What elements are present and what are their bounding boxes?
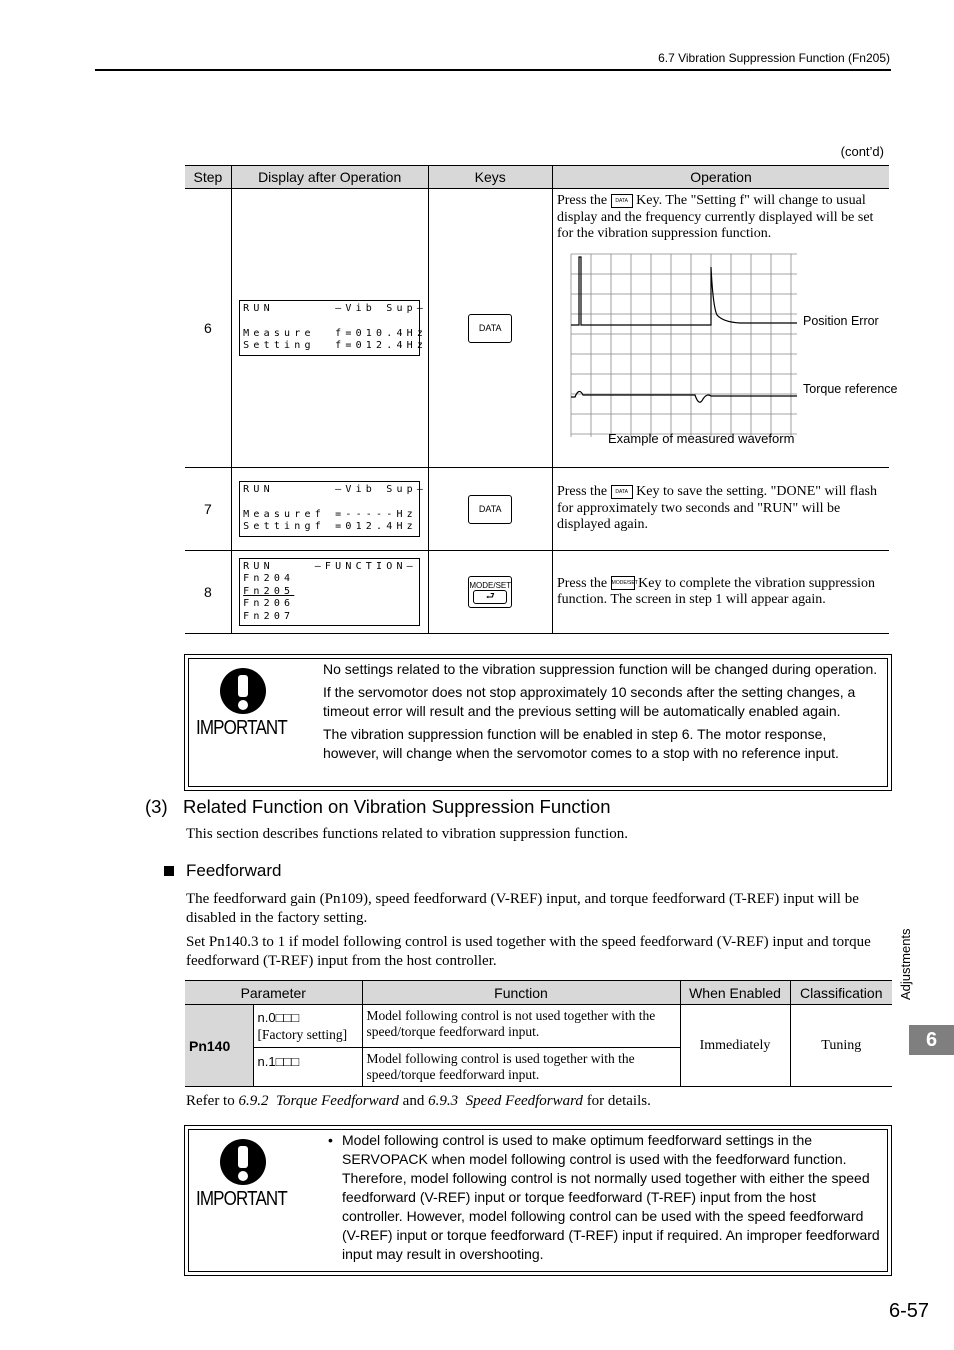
table-row (185, 189, 889, 468)
important-label: IMPORTANT (196, 717, 287, 739)
key-cell (428, 468, 552, 551)
lcd-cell (231, 468, 428, 551)
lcd-line: Settingf =012.4Hz (243, 521, 417, 533)
when-enabled-value: Immediately (680, 1005, 790, 1087)
param-function: Model following control is used together with the speed/torque feedforward input. (362, 1048, 680, 1087)
header-classification: Classification (790, 981, 892, 1005)
header-operation: Operation (552, 166, 889, 189)
lcd-line: Measure f=010.4Hz (243, 327, 428, 339)
position-error-trace (571, 257, 797, 325)
waveform-grid (571, 254, 797, 437)
sidebar-chapter-label: Adjustments (898, 928, 913, 1000)
step-number: 6 (185, 189, 231, 468)
table-row (185, 468, 889, 551)
header-keys: Keys (428, 166, 552, 189)
header-when-enabled: When Enabled (680, 981, 790, 1005)
lcd-line (243, 497, 416, 509)
key-cell (428, 189, 552, 468)
chapter-tab: 6 (909, 1025, 954, 1055)
header-function: Function (362, 981, 680, 1005)
param-value: n.0□□□ [Factory setting] (253, 1005, 362, 1048)
lcd-line: Fn206 (243, 598, 295, 610)
label-position: Position Error (802, 313, 879, 328)
lcd-line: Measuref =-----Hz (243, 508, 417, 520)
exclamation-icon (219, 1138, 269, 1188)
lcd-line (243, 316, 416, 328)
important-label: IMPORTANT (196, 1188, 287, 1210)
cross-reference: Refer to 6.9.2 Torque Feedforward and 6.9.3 Speed Feedforward for details. (186, 1093, 651, 1109)
enter-arrow-icon: ⮐ (473, 590, 507, 604)
table-row (185, 551, 889, 634)
lcd-cell (231, 551, 428, 634)
step-number: 7 (185, 468, 231, 551)
lcd-display (239, 558, 420, 627)
data-key-button[interactable]: DATA (468, 314, 512, 343)
classification-value: Tuning (790, 1005, 892, 1087)
important-text: • Model following control is used to make optimum feedforward settings in the SERVOPACK when model following control is used with the feedforward function. Therefore, model following control is not normally used together with either the speed feedforward (V-REF) input or torque feedforward (T-REF) input from the host controller. However, model following control can be used with the speed feedforward (V-REF) input or torque feedforward (T-REF) input if required. An improper feedforward input may result in overshooting. (328, 1132, 880, 1262)
lcd-line: Fn207 (243, 610, 295, 622)
running-header: 6.7 Vibration Suppression Function (Fn205) (658, 51, 890, 65)
torque-trace (571, 391, 797, 402)
reference-link[interactable]: 6.9.2 Torque Feedforward (238, 1093, 399, 1109)
page-number: 6-57 (888, 1300, 929, 1322)
lcd-line: RUN —Vib Sup— (243, 303, 428, 315)
param-name: Pn140 (185, 1005, 253, 1087)
exclamation-icon (219, 667, 269, 717)
operation-text: Press the DATA Key. The "Setting f" will change to usual display and the frequency currently displayed will be set for the vibration suppression function. (556, 193, 874, 241)
header-display: Display after Operation (231, 166, 428, 189)
lcd-line: Setting f=012.4Hz (243, 340, 428, 352)
parameter-table (185, 980, 892, 1087)
data-key-button[interactable]: DATA (468, 495, 512, 524)
header-parameter: Parameter (185, 981, 362, 1005)
param-function: Model following control is not used together with the speed/torque feedforward input. (362, 1005, 680, 1048)
reference-link[interactable]: 6.9.3 Speed Feedforward (428, 1093, 583, 1109)
important-box (184, 1125, 892, 1276)
step-table (185, 165, 898, 634)
lcd-cell (231, 189, 428, 468)
subsection-heading: Feedforward (186, 861, 282, 880)
param-value: n.1□□□ (253, 1048, 362, 1087)
important-box (184, 654, 892, 791)
table-row (185, 1005, 892, 1048)
paragraph: The feedforward gain (Pn109), speed feedforward (V-REF) input, and torque feedforward (T-REF) input will be disabled in the factory setting. (186, 891, 859, 926)
important-text: No settings related to the vibration suppression function will be changed during operation. If the servomotor does not stop approximately 10 seconds after the setting changes, a timeout error will result and the previous setting will be automatically enabled again. The vibration suppression function will be enabled in step 6. The motor response, however, will change when the servomotor comes to a stop with no reference input. (323, 661, 878, 761)
section-heading: (3) Related Function on Vibration Suppression Function (145, 796, 611, 817)
mode-set-key-button[interactable]: MODE/SET ⮐ (468, 576, 512, 608)
header-step: Step (185, 166, 231, 189)
data-key-icon: DATA (611, 194, 633, 208)
square-bullet-icon (164, 866, 174, 876)
section-description: This section describes functions related to vibration suppression function. (186, 826, 628, 842)
lcd-line: Fn205 (243, 585, 295, 597)
operation-cell: Press the DATA Key to save the setting. "DONE" will flash for approximately two seconds and "RUN" will be displayed again. (552, 468, 889, 551)
key-cell (428, 551, 552, 634)
waveform-figure (565, 247, 898, 457)
lcd-display (239, 300, 428, 356)
lcd-line: RUN —FUNCTION— (243, 560, 417, 572)
figure-caption: Example of measured waveform (607, 430, 795, 446)
mode-set-key-icon: MODE/SET (611, 576, 635, 590)
paragraph: Set Pn140.3 to 1 if model following control is used together with the speed feedforward (V-REF) input and torque feedforward (T-REF) input from the host controller. (186, 934, 871, 969)
operation-cell: Press the MODE/SET Key to complete the vibration suppression function. The screen in step 1 will appear again. (552, 551, 889, 634)
header-rule (95, 69, 891, 71)
continued-label: (cont’d) (840, 144, 884, 159)
lcd-line: RUN —Vib Sup— (243, 484, 428, 496)
label-torque: Torque reference (802, 381, 898, 396)
data-key-icon: DATA (611, 485, 633, 499)
lcd-display (239, 481, 428, 537)
lcd-line: Fn204 (243, 573, 295, 585)
step-number: 8 (185, 551, 231, 634)
operation-cell (552, 189, 898, 468)
